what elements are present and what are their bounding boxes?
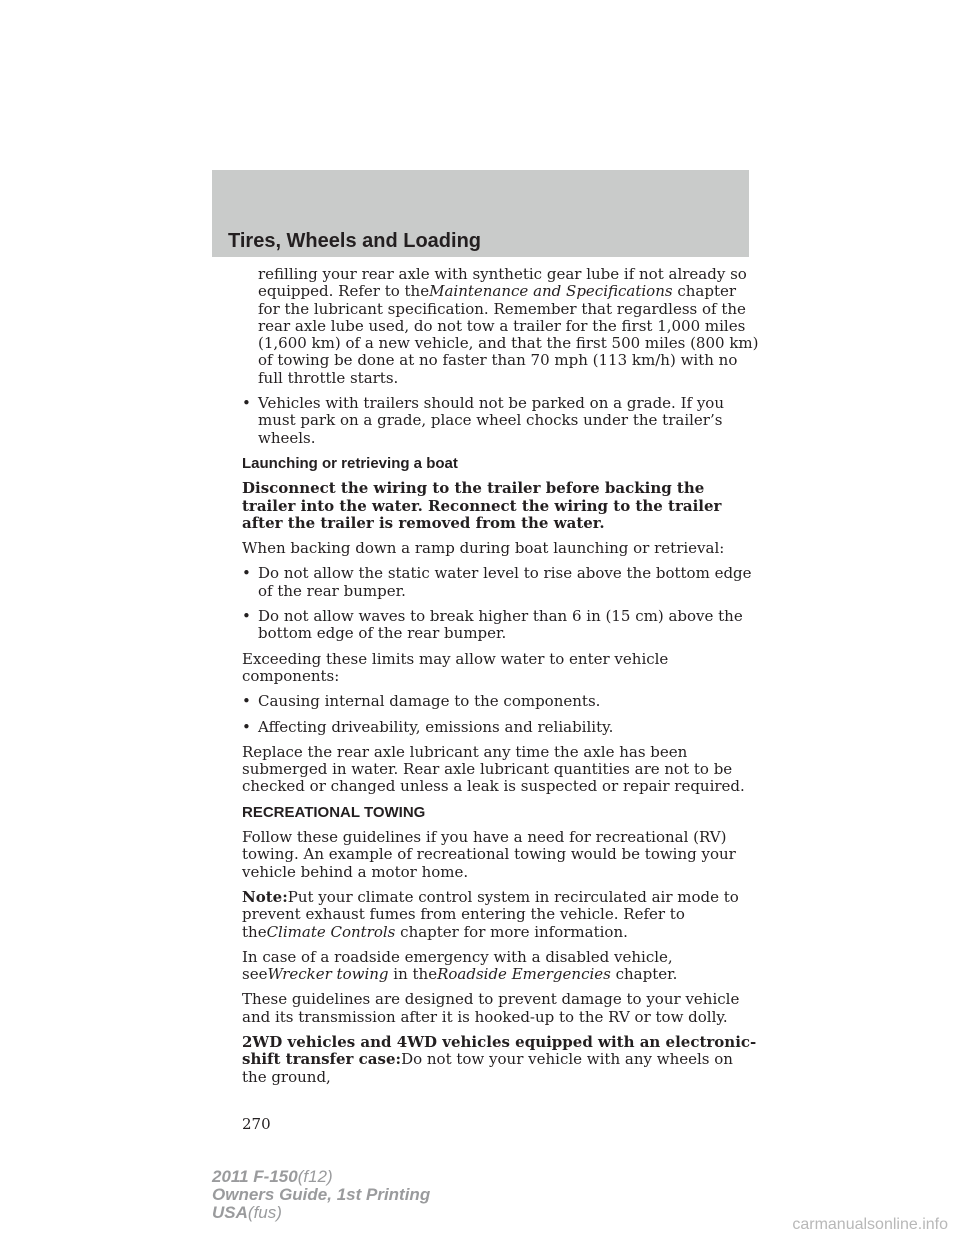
bullet-icon: • <box>242 717 251 736</box>
section-title: Tires, Wheels and Loading <box>228 230 482 252</box>
note-label: Note: <box>242 887 288 906</box>
bold-lead: 2WD vehicles and 4WD vehicles equipped with an electronic-shift transfer case: <box>242 1032 757 1069</box>
bullet-item: • Causing internal damage to the components. <box>242 692 601 711</box>
section-reference: Wrecker towing <box>267 965 389 984</box>
paragraph: When backing down a ramp during boat launching or retrieval: <box>242 539 725 558</box>
note-paragraph: Note:Put your climate control system in recirculated air mode to prevent exhaust fumes from entering the vehicle. Refer to theClimate Controls chapter for more information. <box>242 887 739 941</box>
bullet-icon: • <box>242 607 251 626</box>
bullet-icon: • <box>242 394 251 413</box>
paragraph: 2WD vehicles and 4WD vehicles equipped with an electronic-shift transfer case:Do not tow your vehicle with any wheels on the ground, <box>242 1032 757 1086</box>
footer-printing: Owners Guide, 1st Printing <box>212 1185 431 1204</box>
page-content <box>242 266 762 1094</box>
chapter-reference: Roadside Emergencies <box>437 965 611 984</box>
subheading-recreational-towing: RECREATIONAL TOWING <box>242 803 426 821</box>
bullet-item: • Do not allow the static water level to rise above the bottom edge of the rear bumper. <box>242 564 752 600</box>
bullet-icon: • <box>242 692 251 711</box>
paragraph: Replace the rear axle lubricant any time the axle has been submerged in water. Rear axle lubricant quantities are not to be checked or changed unless a leak is suspected or repair required. <box>242 742 745 796</box>
footer-market: USA <box>212 1203 248 1222</box>
page-number: 270 <box>242 1115 271 1133</box>
paragraph: In case of a roadside emergency with a disabled vehicle, seeWrecker towing in theRoadside Emergencies chapter. <box>242 947 678 984</box>
paragraph: Follow these guidelines if you have a need for recreational (RV) towing. An example of recreational towing would be towing your vehicle behind a motor home. <box>242 828 736 881</box>
bullet-item: • Vehicles with trailers should not be parked on a grade. If you must park on a grade, place wheel chocks under the trailer’s wheels. <box>242 394 724 447</box>
bullet-icon: • <box>242 564 251 583</box>
paragraph: Exceeding these limits may allow water to enter vehicle components: <box>242 649 669 685</box>
chapter-reference: Maintenance and Specifications <box>429 282 673 301</box>
warning-text: Disconnect the wiring to the trailer before backing the trailer into the water. Reconnect the wiring to the trailer after the trailer is removed from the water. <box>242 479 722 532</box>
section-header <box>212 170 749 257</box>
footer-model: 2011 F-150 <box>212 1167 298 1186</box>
bullet-item: • Affecting driveability, emissions and reliability. <box>242 717 614 736</box>
bullet-item: • Do not allow waves to break higher than 6 in (15 cm) above the bottom edge of the rear bumper. <box>242 607 743 643</box>
chapter-reference: Climate Controls <box>266 922 396 941</box>
paragraph-axle-lube: refilling your rear axle with synthetic gear lube if not already so equipped. Refer to theMaintenance and Specifications chapter for the lubricant specification. Remember that regardless of the rear axle lube used, do not tow a trailer for the first 1,000 miles (1,600 km) of a new vehicle, and that the first 500 miles (800 km) of towing be done at no faster than 70 mph (113 km/h) with no full throttle starts. <box>258 265 759 387</box>
paragraph: These guidelines are designed to prevent damage to your vehicle and its transmission after it is hooked-up to the RV or tow dolly. <box>242 990 740 1026</box>
footer-edition: 2011 F-150(f12) Owners Guide, 1st Printing USA(fus) <box>212 1167 431 1222</box>
watermark: carmanualsonline.info <box>792 1216 948 1233</box>
subheading-boat: Launching or retrieving a boat <box>242 454 458 472</box>
